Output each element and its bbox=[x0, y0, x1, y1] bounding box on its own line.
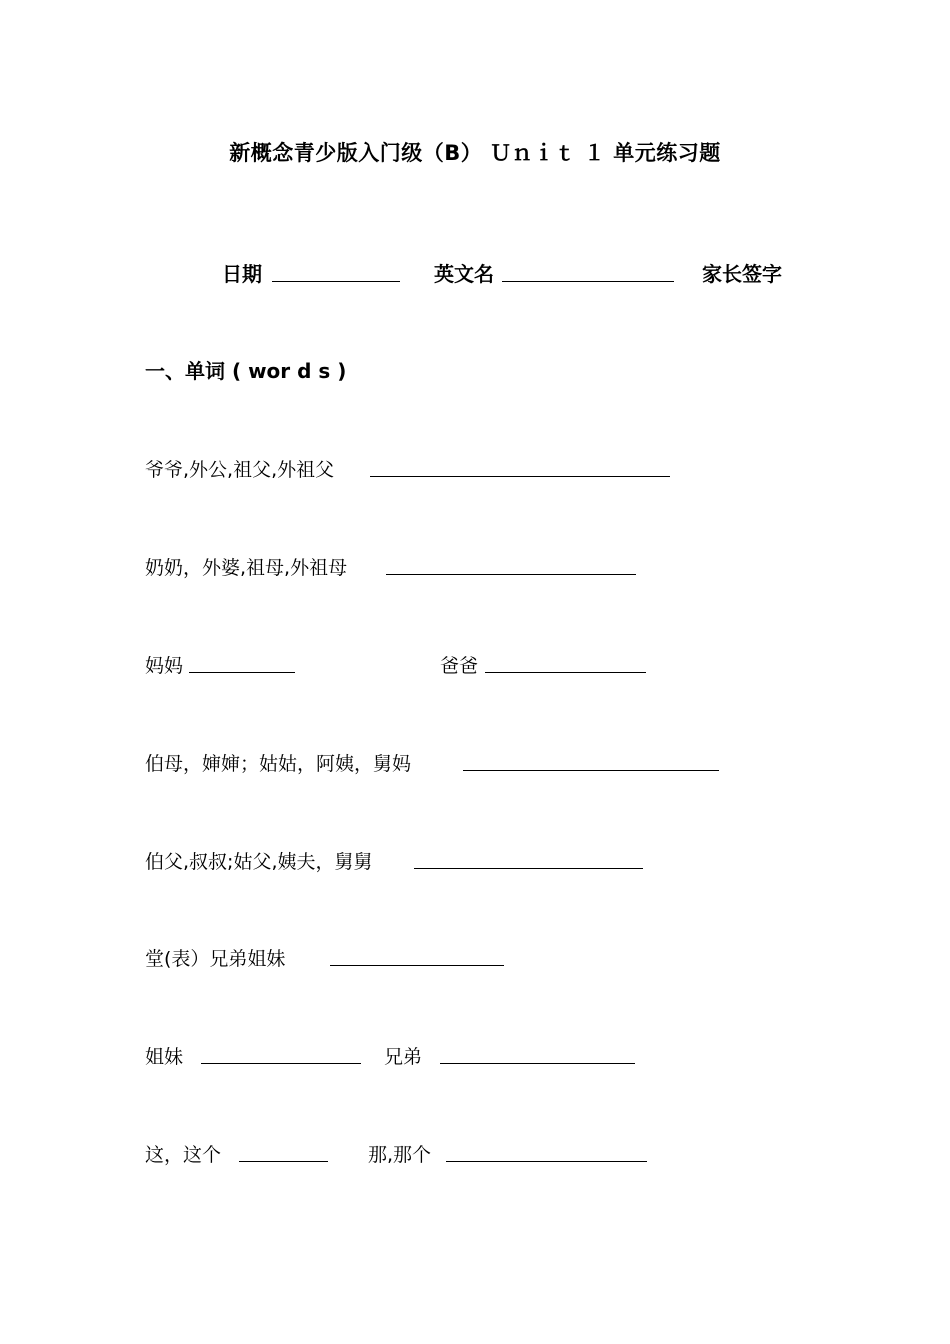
date-label: 日期 bbox=[222, 262, 262, 286]
item-brother-blank[interactable] bbox=[440, 1063, 635, 1064]
item-sister-label: 姐妹 bbox=[145, 1046, 184, 1068]
english-name-blank[interactable] bbox=[502, 281, 674, 282]
item-aunt-label: 伯母，婶婶；姑姑，阿姨，舅妈 bbox=[145, 753, 412, 775]
item-mother-label: 妈妈 bbox=[145, 655, 184, 677]
item-grandfather-label: 爷爷,外公,祖父,外祖父 bbox=[145, 459, 335, 481]
item-sister-blank[interactable] bbox=[201, 1063, 361, 1064]
item-this-label: 这，这个 bbox=[145, 1144, 222, 1166]
parent-signature-label: 家长签字 bbox=[702, 262, 782, 286]
item-grandmother-label: 奶奶，外婆,祖母,外祖母 bbox=[145, 557, 348, 579]
item-uncle-blank[interactable] bbox=[414, 868, 643, 869]
item-father-label: 爸爸 bbox=[440, 655, 479, 677]
item-grandmother-blank[interactable] bbox=[386, 574, 636, 575]
item-father-blank[interactable] bbox=[485, 672, 646, 673]
item-mother-blank[interactable] bbox=[189, 672, 295, 673]
item-cousin-blank[interactable] bbox=[330, 965, 504, 966]
item-uncle-label: 伯父,叔叔;姑父,姨夫，舅舅 bbox=[145, 851, 373, 873]
item-that-label: 那,那个 bbox=[368, 1144, 432, 1166]
item-brother-label: 兄弟 bbox=[384, 1046, 423, 1068]
item-this-blank[interactable] bbox=[239, 1161, 328, 1162]
date-blank[interactable] bbox=[272, 281, 400, 282]
english-name-label: 英文名 bbox=[434, 262, 494, 286]
page-title: 新概念青少版入门级（B） Ｕｎｉｔ １ 单元练习题 bbox=[229, 141, 721, 165]
item-that-blank[interactable] bbox=[446, 1161, 647, 1162]
item-aunt-blank[interactable] bbox=[463, 770, 719, 771]
item-grandfather-blank[interactable] bbox=[370, 476, 670, 477]
item-cousin-label: 堂(表）兄弟姐妹 bbox=[145, 948, 286, 970]
section-heading-words: 一、单词 ( wor d s ) bbox=[145, 359, 347, 383]
